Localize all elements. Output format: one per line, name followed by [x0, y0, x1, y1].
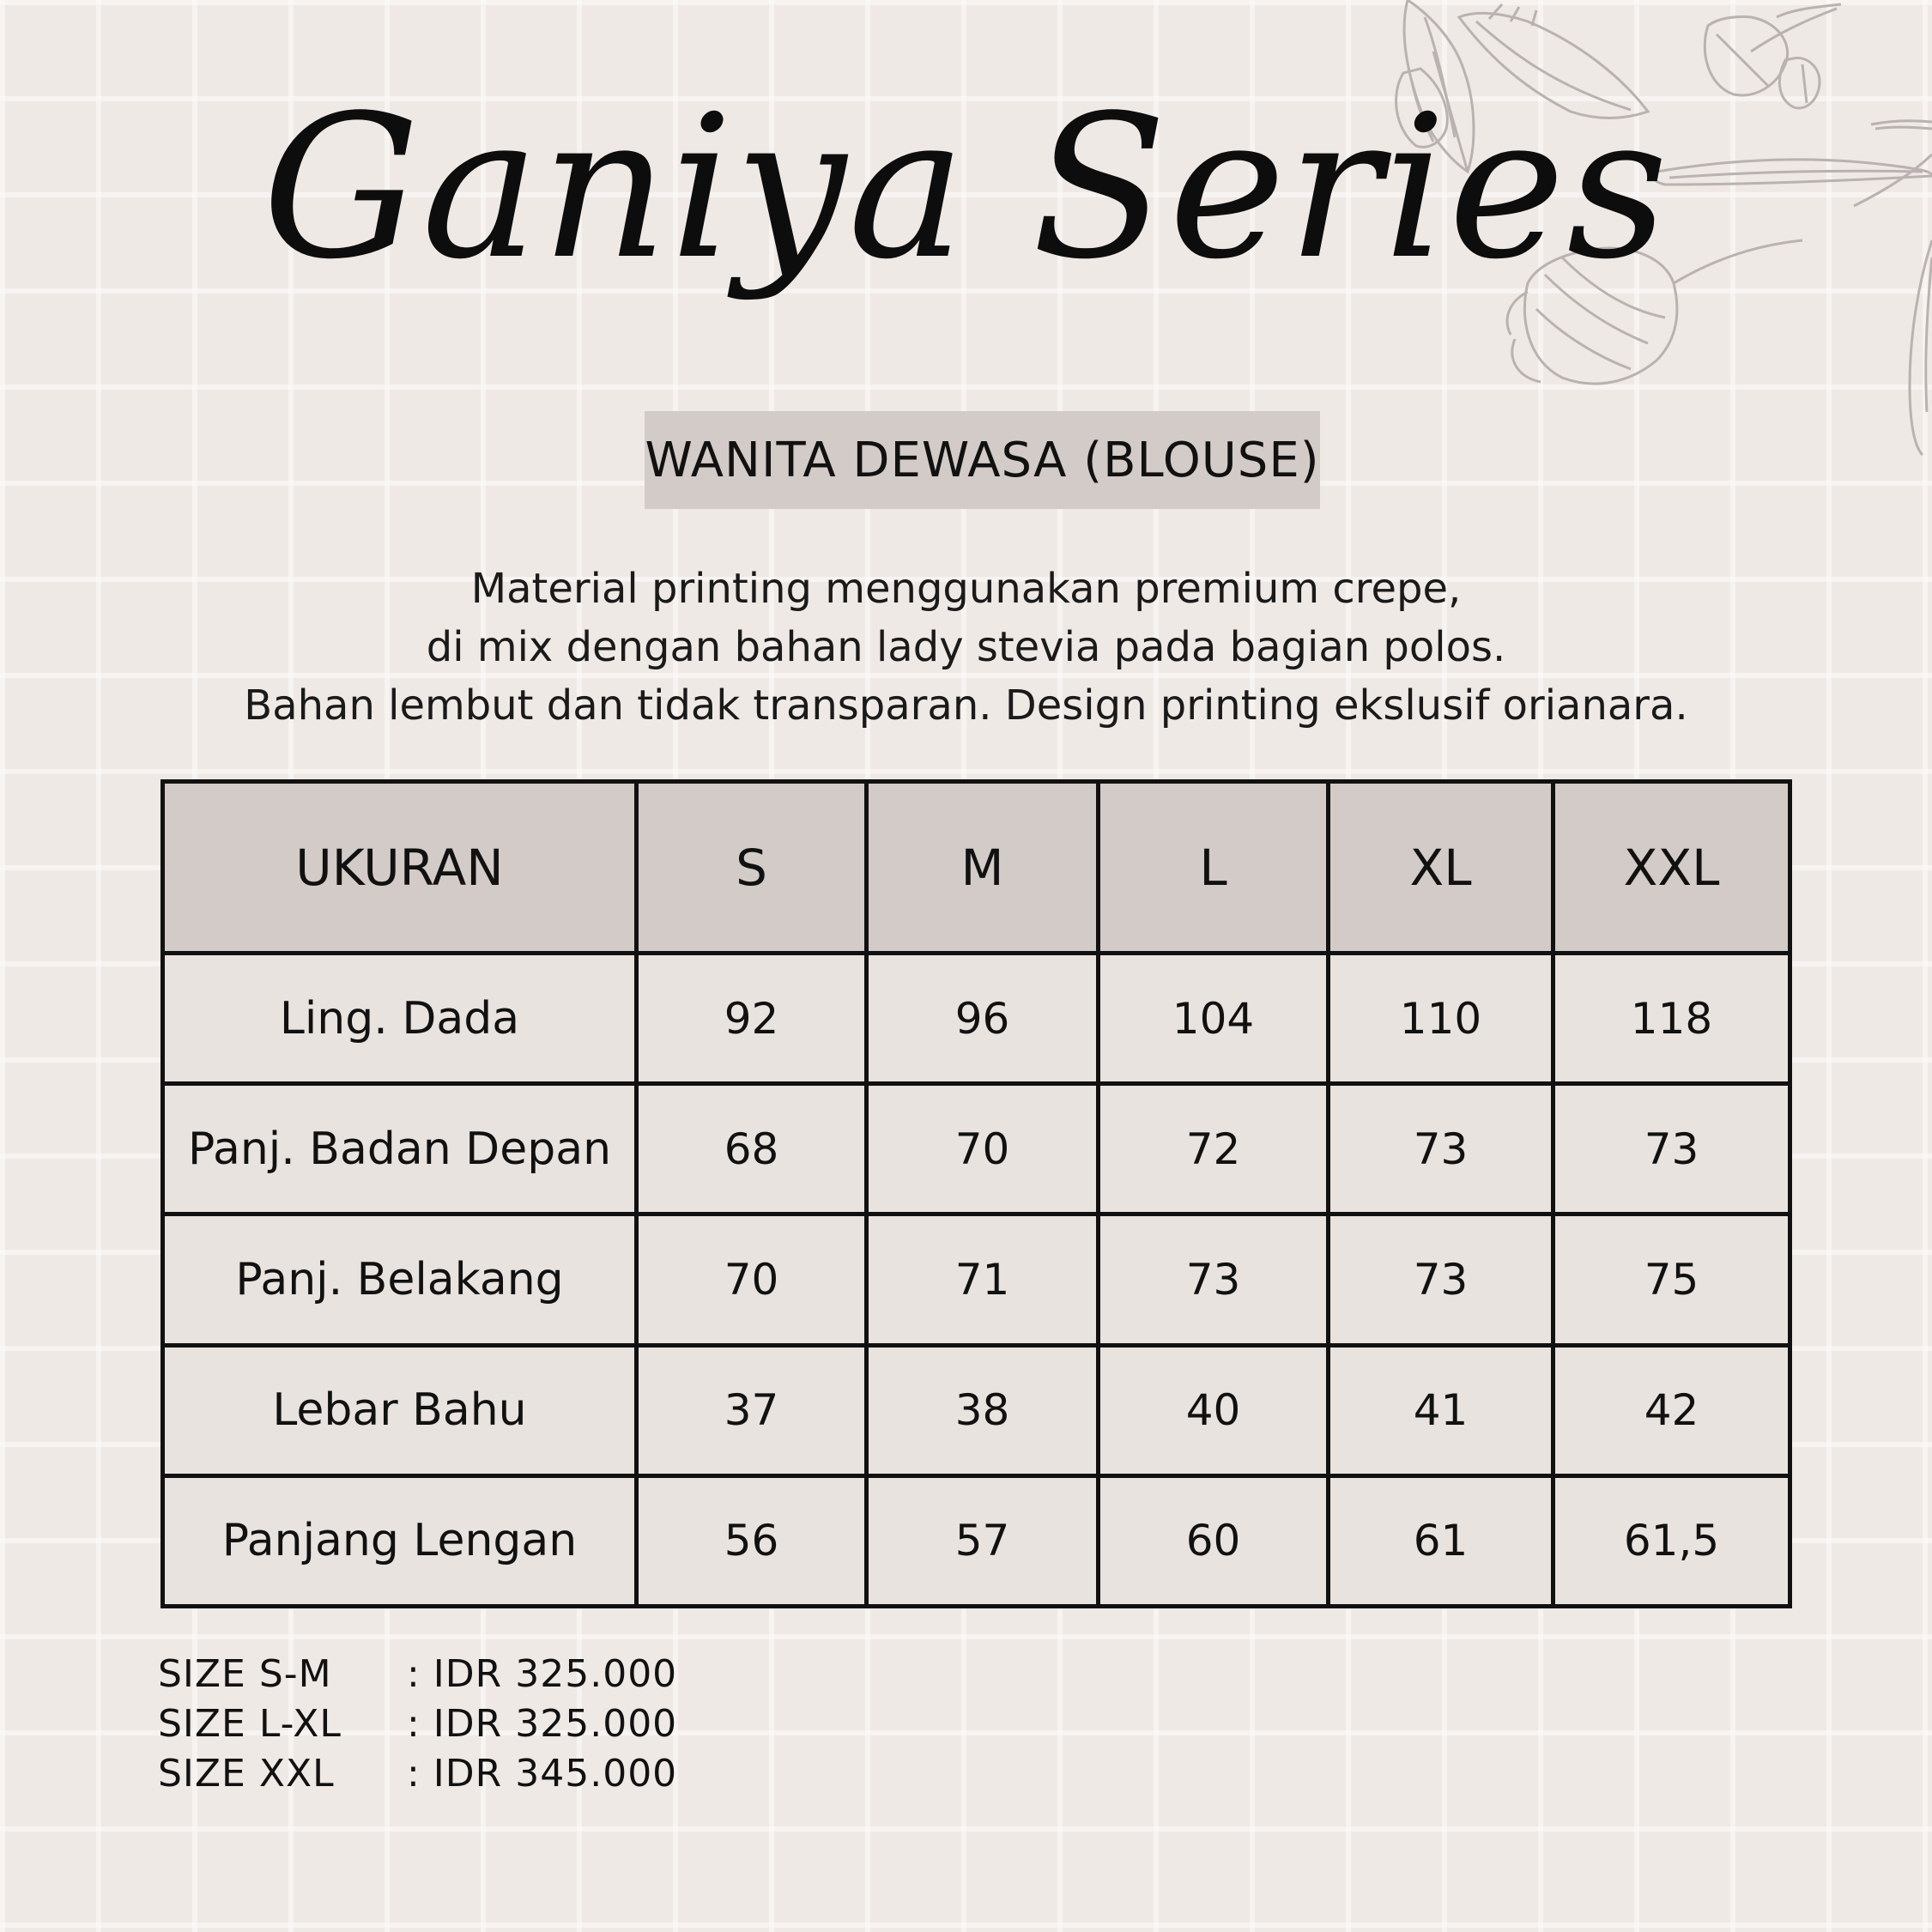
- price-size-label: SIZE XXL: [158, 1752, 335, 1796]
- table-cell: 40: [1099, 1345, 1329, 1475]
- price-value: : IDR 345.000: [407, 1752, 678, 1796]
- table-row: [163, 1345, 1790, 1475]
- table-cell: 110: [1329, 954, 1553, 1084]
- price-row: [158, 1650, 677, 1699]
- table-cell: 73: [1553, 1084, 1790, 1214]
- table-cell: 57: [867, 1475, 1099, 1606]
- header-cell-l: L: [1099, 782, 1329, 954]
- table-cell: 92: [637, 954, 867, 1084]
- header-cell-xxl: XXL: [1553, 782, 1790, 954]
- price-size-label: SIZE L-XL: [158, 1702, 342, 1746]
- table-cell: 70: [637, 1214, 867, 1345]
- page-title: Ganiya Series: [262, 74, 1670, 303]
- description-line: di mix dengan bahan lady stevia pada bagian polos.: [426, 623, 1506, 671]
- row-label: Lebar Bahu: [163, 1345, 637, 1475]
- table-row: [163, 1214, 1790, 1345]
- header-cell-s: S: [637, 782, 867, 954]
- table-row: [163, 954, 1790, 1084]
- price-row: [158, 1699, 677, 1749]
- description-line: Material printing menggunakan premium crepe,: [470, 565, 1462, 613]
- table-cell: 37: [637, 1345, 867, 1475]
- table-cell: 72: [1099, 1084, 1329, 1214]
- row-label: Panjang Lengan: [163, 1475, 637, 1606]
- header-cell-xl: XL: [1329, 782, 1553, 954]
- subtitle-badge: [645, 411, 1320, 509]
- table-cell: 73: [1099, 1214, 1329, 1345]
- description-line: Bahan lembut dan tidak transparan. Design printing ekslusif orianara.: [244, 681, 1688, 730]
- table-cell: 42: [1553, 1345, 1790, 1475]
- table-cell: 41: [1329, 1345, 1553, 1475]
- table-row: [163, 1475, 1790, 1606]
- table-cell: 71: [867, 1214, 1099, 1345]
- table-cell: 60: [1099, 1475, 1329, 1606]
- header-cell-ukuran: UKURAN: [163, 782, 637, 954]
- header-cell-m: M: [867, 782, 1099, 954]
- price-value: : IDR 325.000: [407, 1702, 678, 1746]
- table-cell: 96: [867, 954, 1099, 1084]
- table-cell: 56: [637, 1475, 867, 1606]
- row-label: Ling. Dada: [163, 954, 637, 1084]
- size-chart-table: [160, 779, 1792, 1608]
- table-cell: 70: [867, 1084, 1099, 1214]
- price-list: [158, 1650, 677, 1799]
- table-cell: 104: [1099, 954, 1329, 1084]
- table-row: [163, 1084, 1790, 1214]
- table-cell: 68: [637, 1084, 867, 1214]
- table-cell: 61,5: [1553, 1475, 1790, 1606]
- table-cell: 38: [867, 1345, 1099, 1475]
- price-value: : IDR 325.000: [407, 1652, 678, 1696]
- price-row: [158, 1749, 677, 1799]
- subtitle-text: WANITA DEWASA (BLOUSE): [645, 432, 1320, 488]
- table-cell: 61: [1329, 1475, 1553, 1606]
- table-header-row: [163, 782, 1790, 954]
- table-cell: 73: [1329, 1084, 1553, 1214]
- row-label: Panj. Badan Depan: [163, 1084, 637, 1214]
- product-description: [0, 560, 1932, 735]
- row-label: Panj. Belakang: [163, 1214, 637, 1345]
- price-size-label: SIZE S-M: [158, 1652, 332, 1696]
- table-cell: 118: [1553, 954, 1790, 1084]
- table-cell: 73: [1329, 1214, 1553, 1345]
- table-cell: 75: [1553, 1214, 1790, 1345]
